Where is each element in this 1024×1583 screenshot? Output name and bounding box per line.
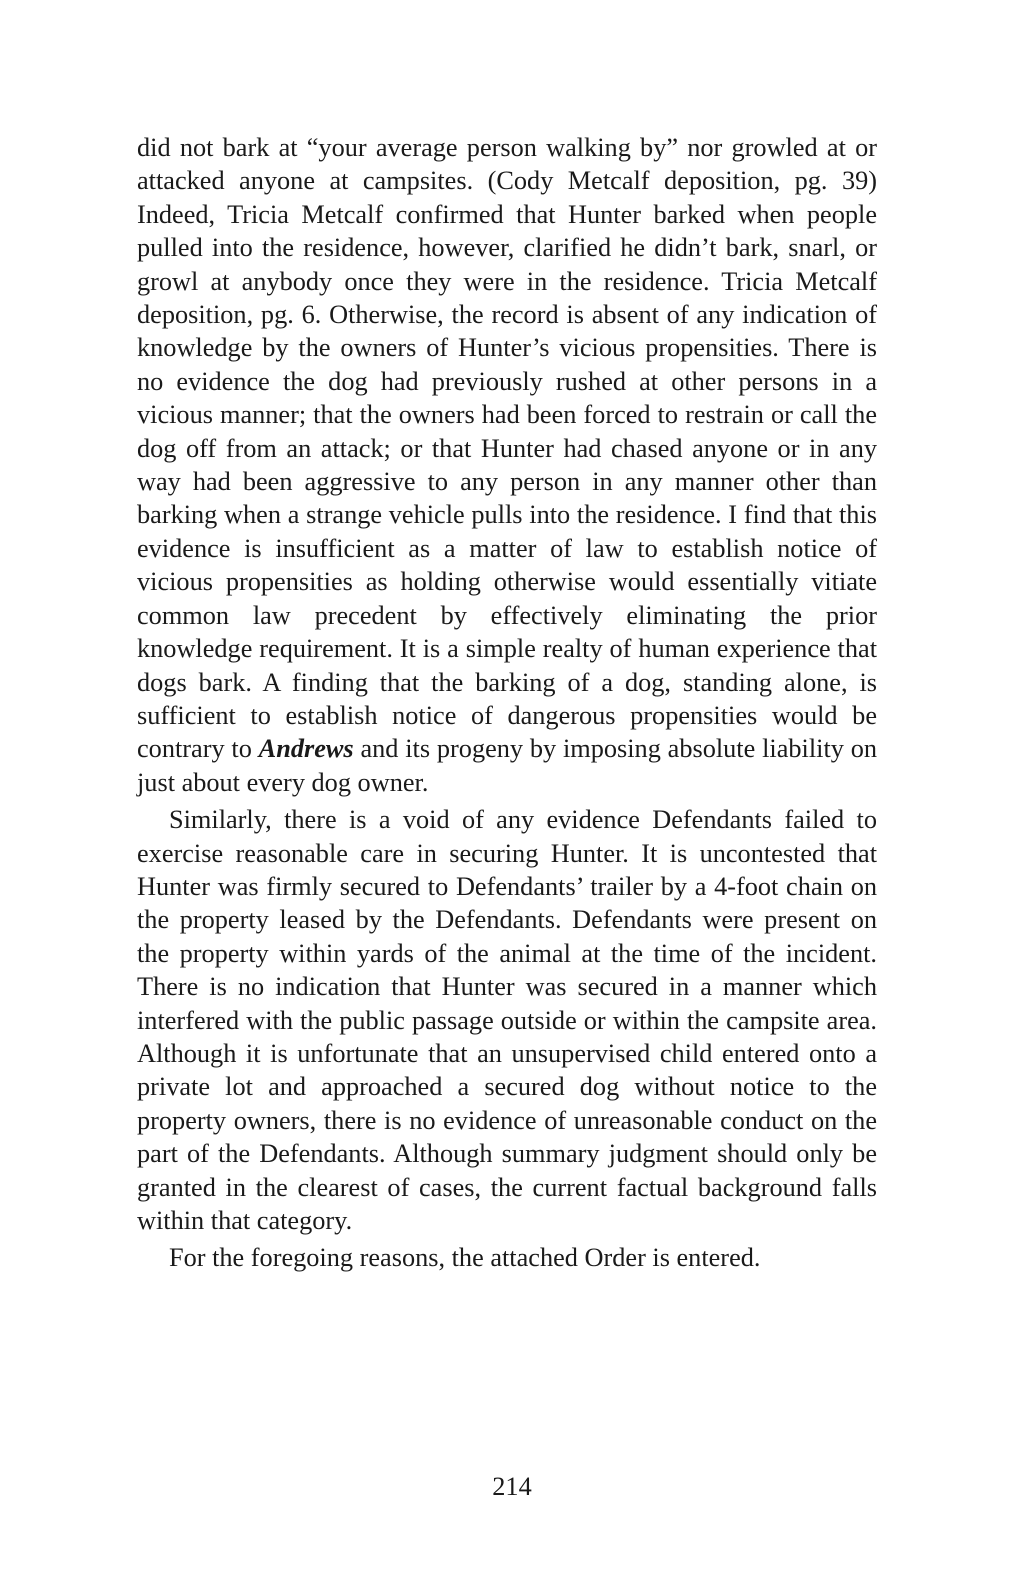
body-text [137,131,877,1275]
paragraph-continued [137,131,877,799]
paragraph-text: and its progeny by imposing absolute liability on just about every dog owner. [137,734,877,797]
page-number: 214 [492,1472,532,1501]
case-name-emphasis: Andrews [258,734,354,764]
paragraph-text: did not bark at “your average person walking by” nor growled at or attacked anyone at campsites. (Cody Metcalf deposition, pg. 39) Indeed, Tricia Metcalf confirmed that Hunter barked when people pulled into the residence, however, clarified he didn’t bark, snarl, or growl at anybody once they were in the residence. Tricia Metcalf deposition, pg. 6. Otherwise, the record is absent of any indication of knowledge by the owners of Hunter’s vicious propensities. There is no evidence the dog had previously rushed at other persons in a vicious manner; that the owners had been forced to restrain or call the dog off from an attack; or that Hunter had chased anyone or in any way had been aggressive to any person in any manner other than barking when a strange vehicle pulls into the residence. I find that this evidence is insufficient as a matter of law to establish notice of vicious propensities as holding otherwise would essentially vitiate common law precedent by effectively eliminating the prior knowledge requirement. It is a simple realty of human experience that dogs bark. A finding that the barking of a dog, standing alone, is sufficient to establish notice of dangerous propensities would be contrary to [137,133,877,764]
paragraph-reasonable-care: Similarly, there is a void of any evidence Defendants failed to exercise reasonable care in securing Hunter. It is uncontested that Hunter was firmly secured to Defendants’ trailer by a 4-foot chain on the property leased by the Defendants. Defendants were present on the property within yards of the animal at the time of the incident. There is no indication that Hunter was secured in a manner which interfered with the public passage outside or within the campsite area. Although it is unfortunate that an unsupervised child entered onto a private lot and approached a secured dog without notice to the property owners, there is no evidence of unreasonable conduct on the part of the Defendants. Although summary judgment should only be granted in the clearest of cases, the current factual background falls within that category. [137,805,877,1235]
paragraph-conclusion: For the foregoing reasons, the attached Order is entered. [169,1243,761,1273]
